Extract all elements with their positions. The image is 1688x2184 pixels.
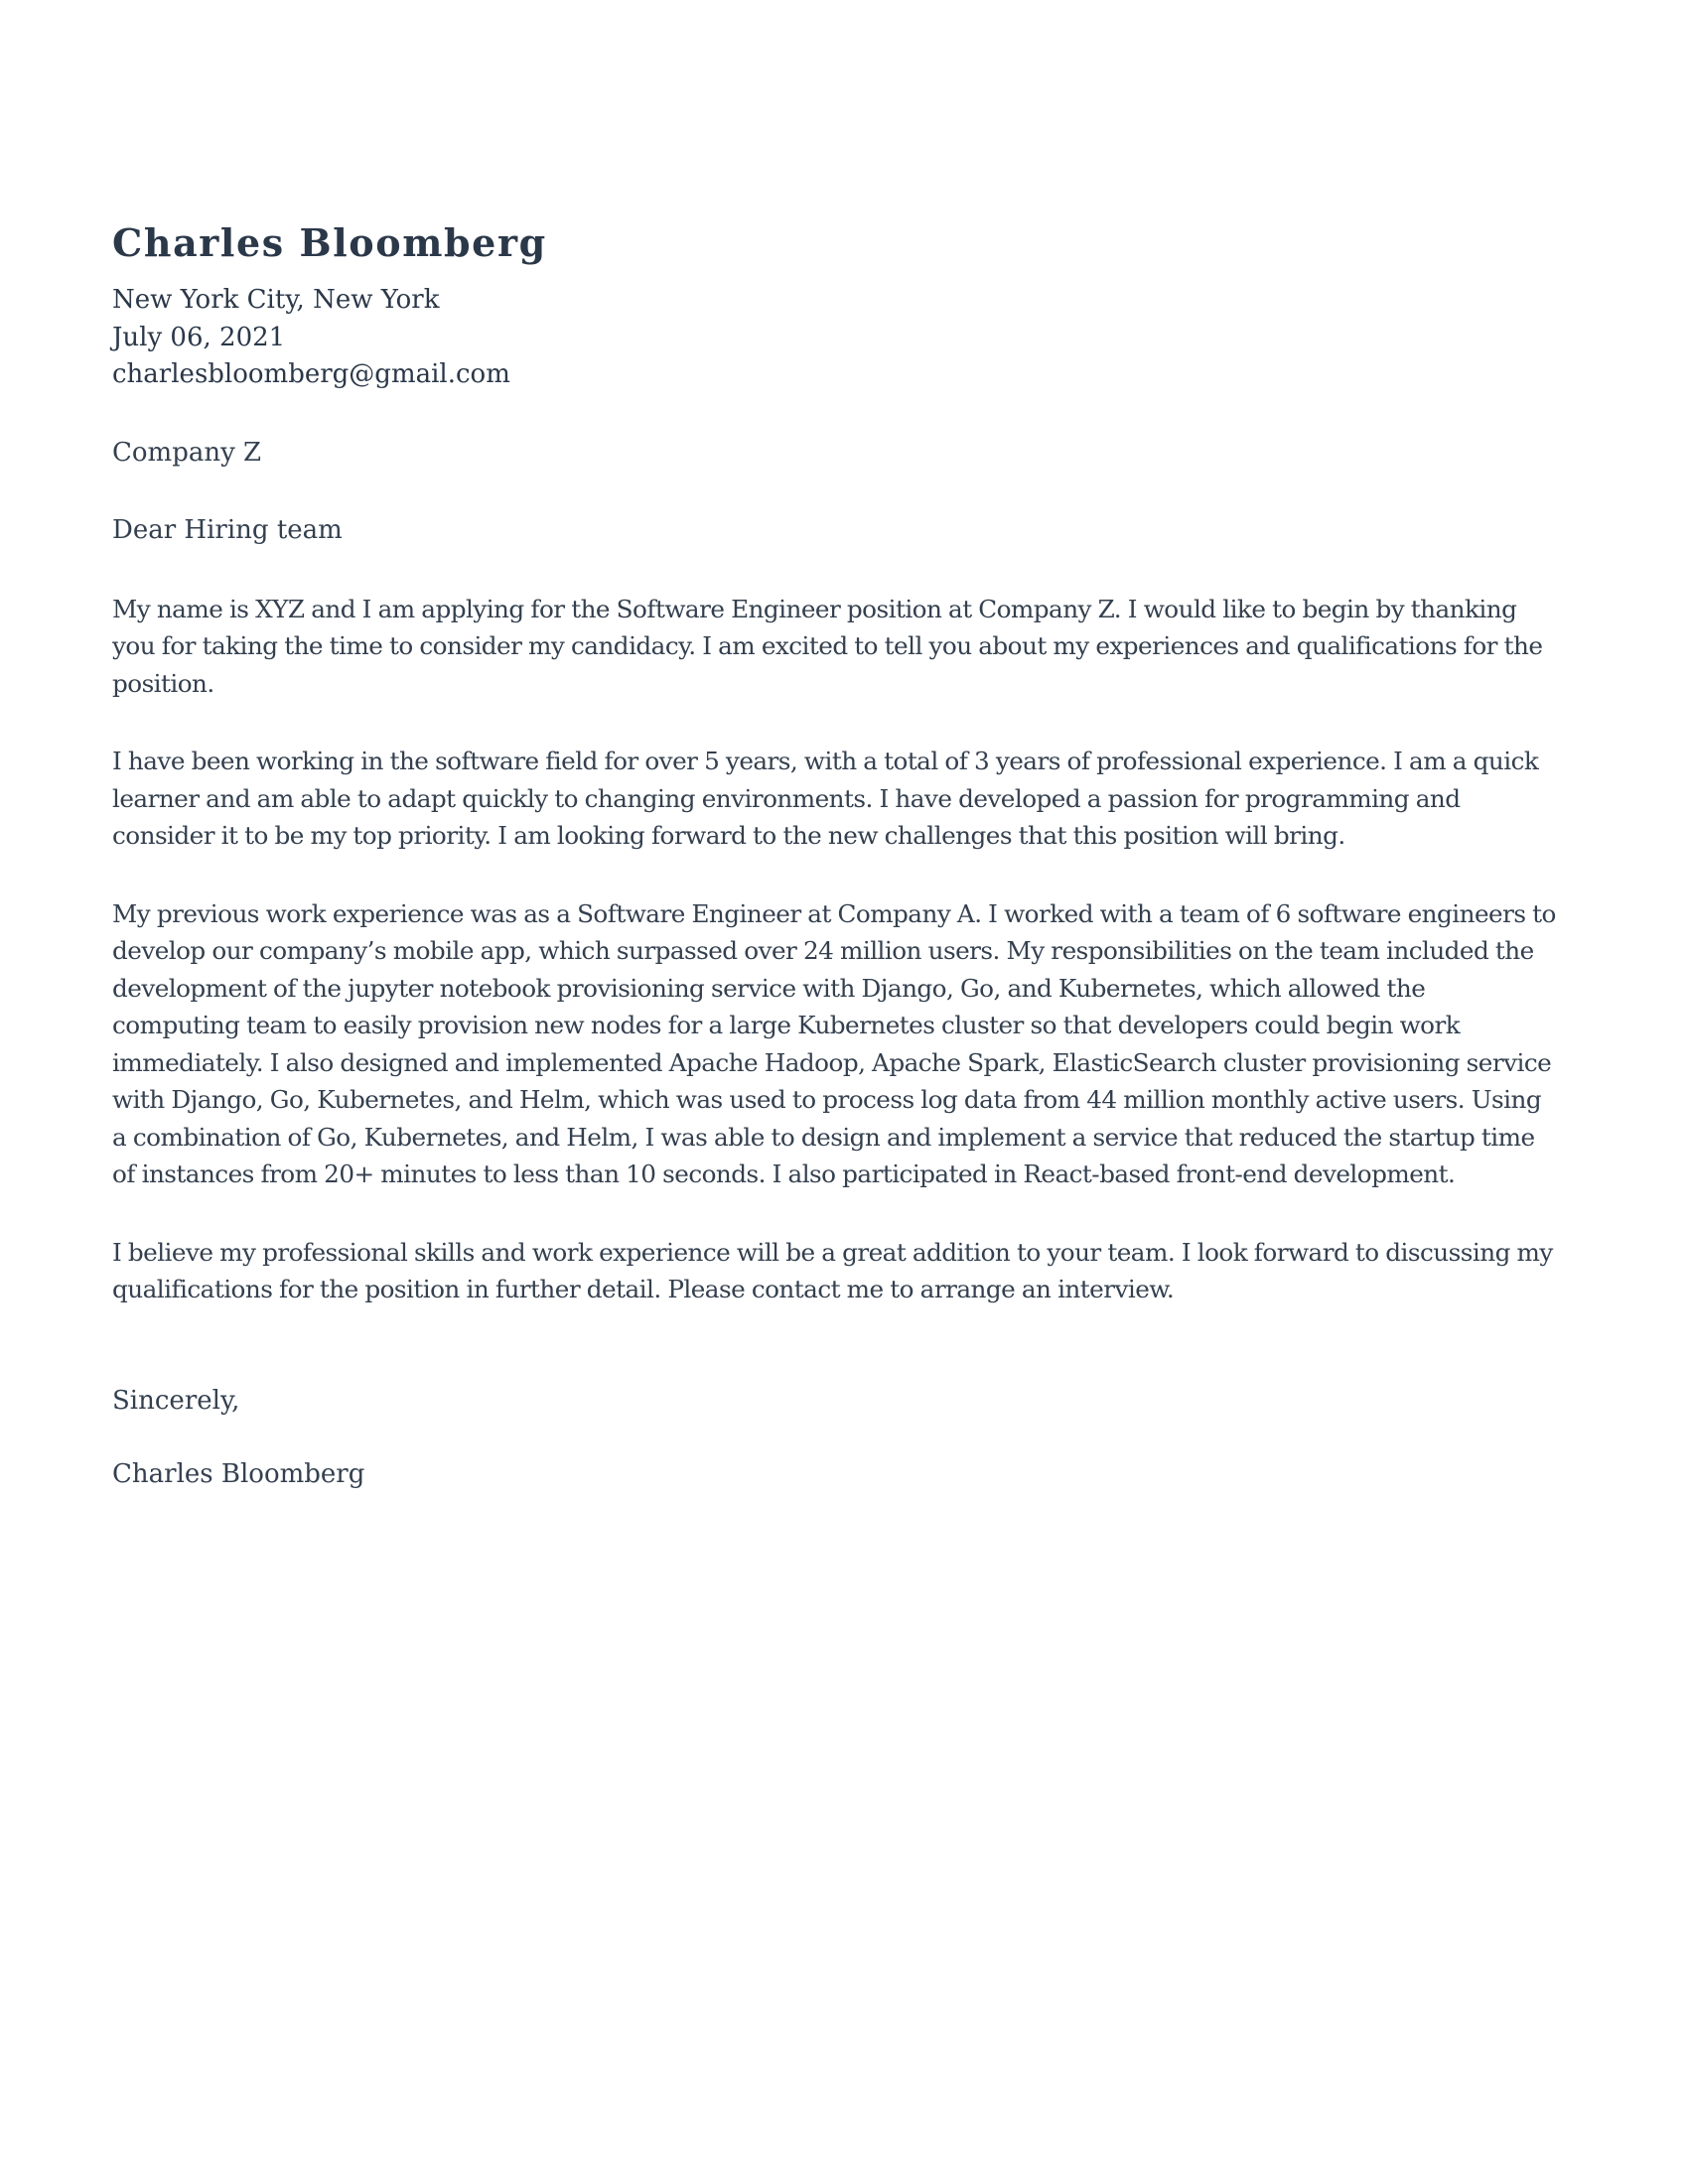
paragraph-line: learner and am able to adapt quickly to changing environments. I have developed a passion for programming and — [112, 783, 1461, 813]
cover-letter — [112, 210, 1582, 1494]
paragraph-line: you for taking the time to consider my candidacy. I am excited to tell you about my experiences and qualifications for the — [112, 631, 1543, 660]
paragraph-line: My name is XYZ and I am applying for the Software Engineer position at Company Z. I would like to begin by thanking — [112, 594, 1517, 623]
paragraph-line: with Django, Go, Kubernetes, and Helm, which was used to process log data from 44 million monthly active users. Using — [112, 1085, 1542, 1114]
signature-name: Charles Bloomberg — [112, 1459, 365, 1489]
paragraph-line: consider it to be my top priority. I am looking forward to the new challenges that this position will bring. — [112, 821, 1345, 850]
sender-location: New York City, New York — [112, 285, 440, 315]
body-paragraph-intro — [112, 591, 1582, 703]
paragraph-line: develop our company’s mobile app, which surpassed over 24 million users. My responsibilities on the team included the — [112, 936, 1534, 965]
body-paragraph-experience — [112, 895, 1582, 1193]
sender-email: charlesbloomberg@gmail.com — [112, 359, 510, 389]
sender-name: Charles Bloomberg — [112, 220, 547, 265]
closing: Sincerely, — [112, 1385, 240, 1416]
paragraph-line: immediately. I also designed and implemented Apache Hadoop, Apache Spark, ElasticSearch cluster provisioning service — [112, 1047, 1552, 1077]
salutation: Dear Hiring team — [112, 515, 343, 545]
paragraph-line: I have been working in the software field for over 5 years, with a total of 3 years of professional experience. I am a quick — [112, 747, 1539, 775]
paragraph-line: qualifications for the position in further detail. Please contact me to arrange an interview. — [112, 1275, 1175, 1303]
paragraph-line: My previous work experience was as a Software Engineer at Company A. I worked with a team of 6 software engineers to — [112, 898, 1556, 928]
paragraph-line: I believe my professional skills and work experience will be a great addition to your team. I look forward to discussing my — [112, 1237, 1553, 1267]
paragraph-line: a combination of Go, Kubernetes, and Helm, I was able to design and implement a service that reduced the startup time — [112, 1122, 1535, 1152]
sender-contact-block — [112, 282, 1582, 394]
body-paragraph-conclusion — [112, 1234, 1582, 1308]
body-paragraph-background — [112, 743, 1582, 855]
paragraph-line: development of the jupyter notebook provisioning service with Django, Go, and Kubernetes, which allowed the — [112, 973, 1426, 1003]
letter-date: July 06, 2021 — [112, 322, 286, 352]
paragraph-line: position. — [112, 668, 214, 698]
recipient-company: Company Z — [112, 437, 262, 468]
paragraph-line: of instances from 20+ minutes to less than 10 seconds. I also participated in React-based front-end development. — [112, 1160, 1456, 1188]
paragraph-line: computing team to easily provision new nodes for a large Kubernetes cluster so that developers could begin work — [112, 1011, 1461, 1039]
